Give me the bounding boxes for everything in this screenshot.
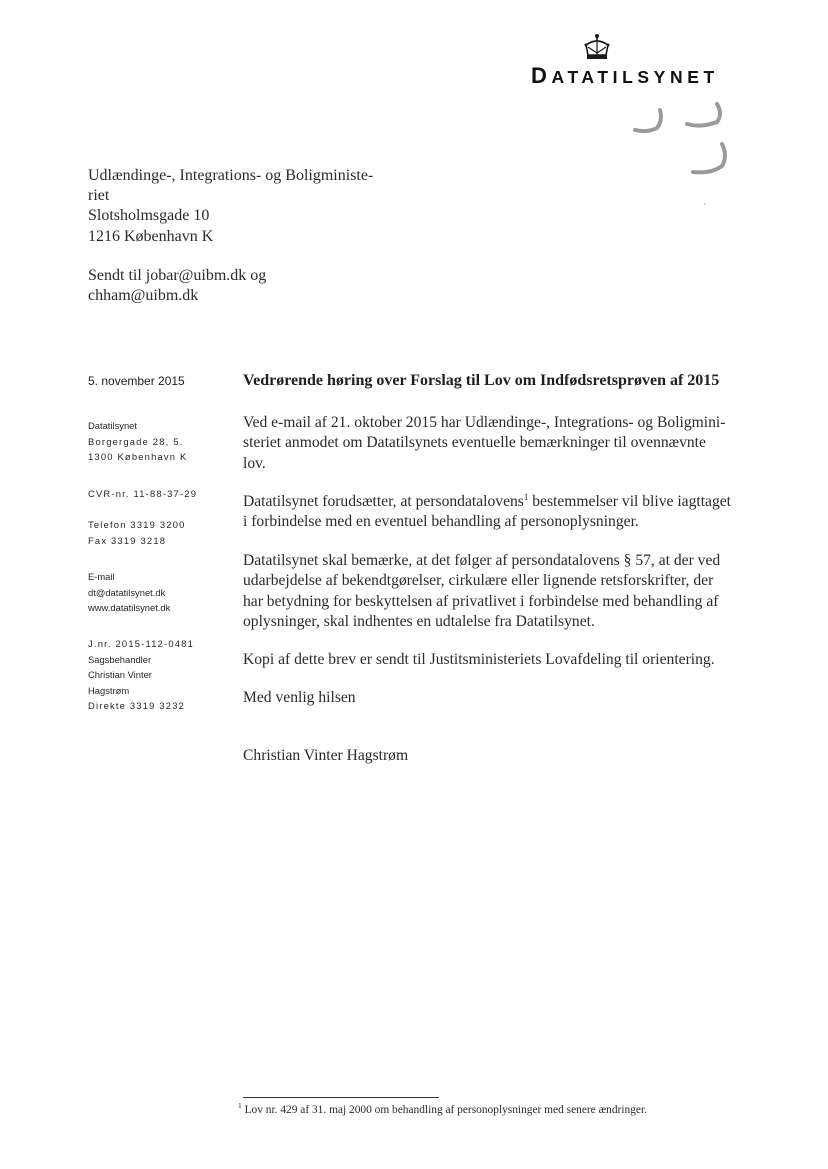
sender-address — [88, 418, 228, 465]
recipient-line: 1216 København K — [88, 227, 214, 245]
cvr-number: CVR-nr. 11-88-37-29 — [88, 488, 198, 499]
paragraph-line: har betydning for beskyttelsen af privatlivet i forbindelse med behandling af — [243, 592, 719, 610]
closing — [243, 688, 773, 708]
recipient-line: Slotsholmsgade 10 — [88, 207, 210, 225]
email-label: E-mail — [88, 571, 115, 582]
brand-name — [531, 63, 719, 89]
letter-date: 5. november 2015 — [88, 374, 185, 388]
paragraph-line: lov. — [243, 454, 266, 472]
paragraph-assumption — [243, 492, 773, 533]
recipient-line: riet — [88, 187, 110, 205]
paragraph-text: Datatilsynet forudsætter, at persondatalovens — [243, 493, 524, 510]
case-number: J.nr. 2015-112-0481 — [88, 638, 195, 649]
case-info — [88, 636, 228, 714]
footnote-mark: 1 — [238, 1101, 242, 1111]
case-handler-name: Hagstrøm — [88, 684, 130, 696]
sender-phone — [88, 517, 228, 548]
brand-rest: ATATILSYNET — [551, 67, 719, 87]
paragraph-line: steriet anmodet om Datatilsynets eventuelle bemærkninger til ovennævnte — [243, 434, 706, 452]
paragraph-intro — [243, 413, 773, 474]
paragraph-remark — [243, 551, 773, 632]
case-handler-label: Sagsbehandler — [88, 653, 152, 665]
handwritten-marks — [625, 100, 735, 185]
paragraph-line — [243, 492, 773, 512]
website: www.datatilsynet.dk — [88, 602, 171, 614]
paragraph-line: oplysninger, skal indhentes en udtalelse fra Datatilsynet. — [243, 612, 595, 630]
sent-to-line: Sendt til jobar@uibm.dk og — [88, 267, 267, 284]
recipient-line: Udlændinge-, Integrations- og Boligministe- — [88, 167, 374, 184]
sent-to-note — [88, 266, 408, 306]
sender-address-line: 1300 København K — [88, 451, 188, 463]
paragraph-line: udarbejdelse af bekendtgørelser, cirkulære eller lignende retsforskrifter, der — [243, 572, 714, 590]
paragraph-text: bestemmelser vil blive iagttaget — [528, 493, 732, 510]
paragraph-line: Kopi af dette brev er sendt til Justitsministeriets Lovafdeling til orientering. — [243, 651, 715, 668]
paragraph-line: i forbindelse med en eventuel behandling af personoplysninger. — [243, 513, 639, 531]
sender-address-line: Borgergade 28, 5. — [88, 435, 184, 447]
fax-line: Fax 3319 3218 — [88, 534, 167, 546]
email-address: dt@datatilsynet.dk — [88, 586, 166, 598]
sender-cvr — [88, 486, 228, 502]
direct-phone: Direkte 3319 3232 — [88, 700, 186, 712]
footnote — [238, 1101, 647, 1116]
letter-subject: Vedrørende høring over Forslag til Lov om Indfødsretsprøven af 2015 — [243, 372, 720, 389]
sender-address-line: Datatilsynet — [88, 420, 137, 431]
paragraph-line: Ved e-mail af 21. oktober 2015 har Udlændinge-, Integrations- og Boligmini- — [243, 414, 726, 431]
sender-contact — [88, 569, 228, 616]
scan-speck — [704, 203, 706, 205]
paragraph-line: Datatilsynet skal bemærke, at det følger af persondatalovens § 57, at der ved — [243, 552, 721, 569]
closing-line: Med venlig hilsen — [243, 689, 356, 706]
phone-line: Telefon 3319 3200 — [88, 519, 186, 530]
brand-initial: D — [531, 63, 552, 88]
signature — [243, 746, 773, 766]
recipient-address — [88, 166, 408, 247]
paragraph-copy — [243, 650, 773, 670]
footnote-text: Lov nr. 429 af 31. maj 2000 om behandling af personoplysninger med senere ændringer. — [241, 1104, 647, 1116]
case-handler-name: Christian Vinter — [88, 669, 152, 681]
signature-name: Christian Vinter Hagstrøm — [243, 747, 409, 764]
footnote-rule — [243, 1097, 439, 1098]
footnote-reference: 1 — [523, 491, 529, 502]
crown-icon — [583, 33, 611, 63]
sent-to-line: chham@uibm.dk — [88, 287, 199, 305]
